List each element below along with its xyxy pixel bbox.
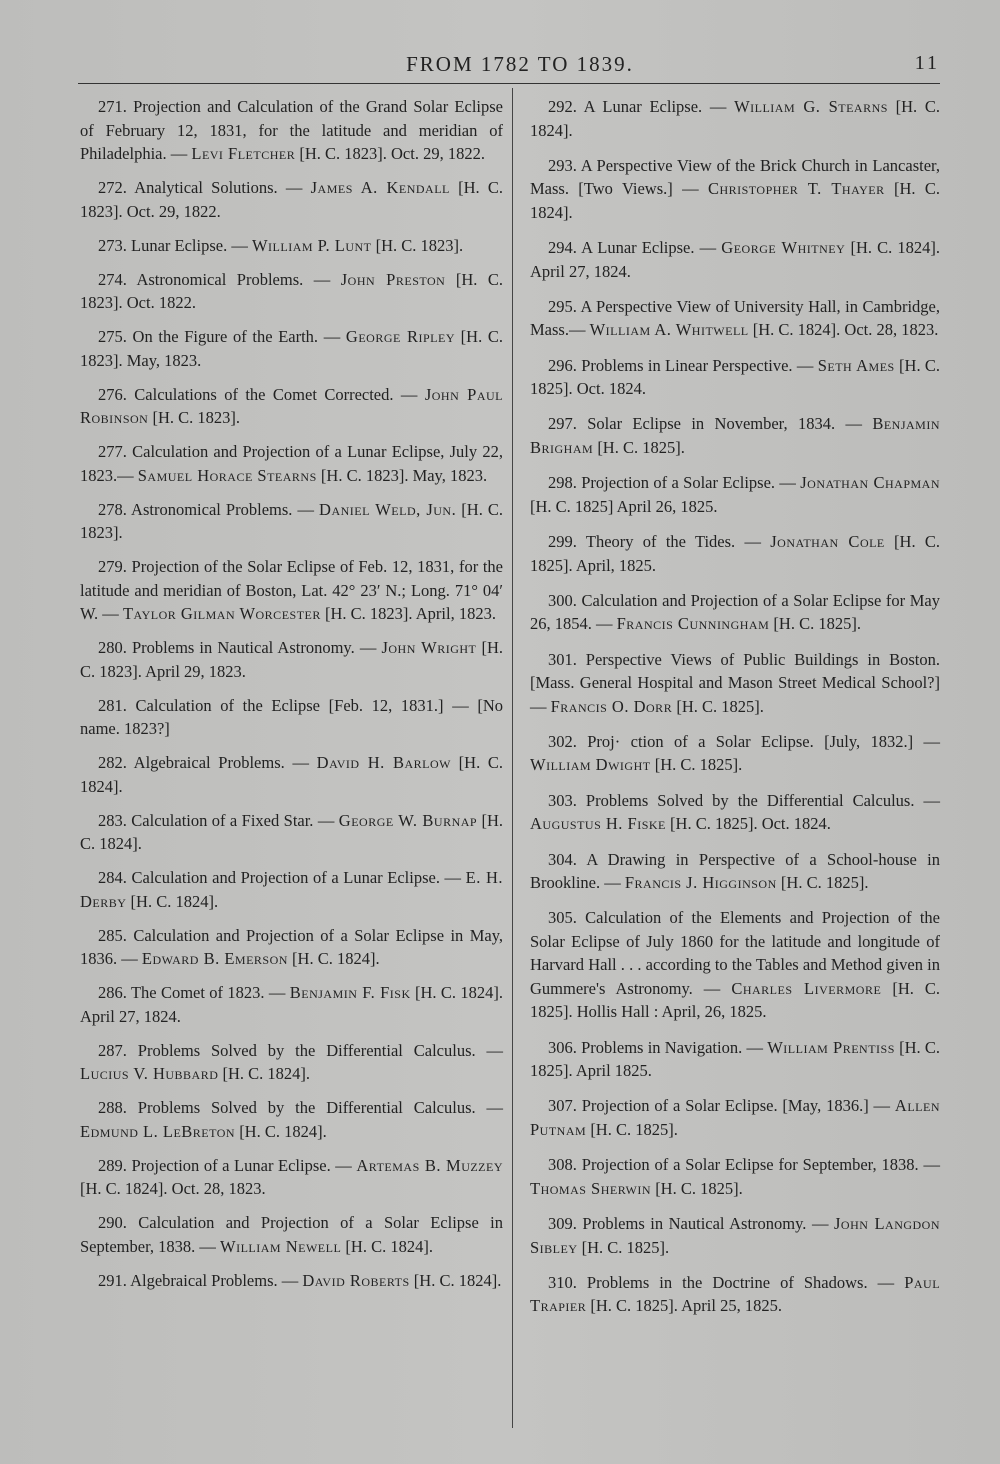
entry-number: 276. [98, 384, 127, 404]
entry-number: 310. [548, 1272, 577, 1292]
entry-author: George Whitney [721, 238, 846, 258]
catalog-entry [80, 95, 503, 166]
entry-note: [H. C. 1825]. [581, 1237, 670, 1257]
entry-author: George W. Burnap [338, 810, 478, 830]
catalog-entry [80, 325, 503, 372]
entry-author: Francis J. Higginson [624, 873, 777, 893]
entry-note: [H. C. 1824]. [222, 1064, 311, 1083]
entry-title: Calculation of the Eclipse [Feb. 12, 1831.] — [No name. 1823?] [80, 695, 504, 738]
entry-author: William A. Whitwell [589, 320, 749, 340]
catalog-entry [530, 530, 940, 577]
entry-title: Astronomical Problems. — [136, 269, 331, 289]
entry-title: Calculation and Projection of a Lunar Eclipse. — [131, 868, 462, 887]
entry-number: 302. [548, 731, 577, 751]
entry-title: Theory of the Tides. — [585, 532, 761, 552]
entry-number: 286. [98, 983, 127, 1002]
entry-note: [H. C. 1825]. [676, 696, 764, 716]
catalog-entry [80, 498, 503, 545]
catalog-entry [80, 1154, 503, 1201]
catalog-entry [530, 1153, 940, 1200]
entry-author: John Paul Robinson [80, 384, 504, 427]
entry-author: William Dwight [530, 755, 651, 775]
entry-title: Analytical Solutions. — [134, 178, 303, 197]
entry-note: [H. C. 1823]. [152, 408, 241, 427]
entry-note: [H. C. 1824]. Oct. 28, 1823. [752, 320, 939, 340]
entry-author: William Prentiss [767, 1037, 895, 1057]
entry-author: Taylor Gilman Worcester [122, 604, 321, 623]
entry-note: [H. C. 1824]. [530, 97, 941, 140]
running-header [0, 52, 1000, 82]
entry-number: 301. [548, 649, 577, 669]
entry-number: 279. [98, 557, 127, 576]
catalog-entry [530, 648, 940, 719]
entry-number: 304. [548, 849, 577, 869]
entry-title: Calculation and Projection of a Solar Eclipse in September, 1838. — [80, 1213, 503, 1256]
entry-title: Problems Solved by the Differential Calculus. — [137, 1098, 504, 1117]
entry-author: Levi Fletcher [191, 144, 296, 163]
entry-title: Perspective Views of Public Buildings in Boston. [Mass. General Hospital and Mason Street Medical School?] — [530, 649, 940, 716]
entry-title: Projection and Calculation of the Grand Solar Eclipse of February 12, 1831, for the latitude and meridian of Philadelphia. — [80, 97, 503, 163]
entry-note: [H. C. 1825]. April, 1825. [530, 532, 940, 575]
entry-note: [H. C. 1825]. [597, 437, 685, 457]
entry-number: 306. [548, 1037, 577, 1057]
catalog-entry [530, 730, 940, 777]
entry-author: Artemas B. Muzzey [356, 1155, 504, 1175]
entry-title: Algebraical Problems. — [133, 753, 309, 772]
entry-author: Francis O. Dorr [550, 696, 673, 716]
entry-author: Jonathan Cole [770, 532, 885, 552]
entry-author: Edmund L. LeBreton [80, 1121, 236, 1141]
catalog-entry [80, 555, 503, 626]
entry-author: John Preston [340, 269, 446, 289]
catalog-entry [80, 981, 503, 1028]
entry-note: [H. C. 1823]. Oct. 1822. [80, 269, 504, 312]
entry-note: [H. C. 1825] April 26, 1825. [530, 496, 718, 516]
entry-title: Projection of a Lunar Eclipse. — [131, 1155, 352, 1175]
entry-number: 303. [548, 790, 577, 810]
entry-number: 290. [98, 1213, 127, 1232]
entry-title: Calculation and Projection of a Solar Eclipse for May 26, 1854. — [530, 590, 940, 634]
entry-note: [H. C. 1825]. [773, 614, 861, 634]
entry-number: 283. [98, 810, 127, 830]
catalog-entry [80, 1269, 503, 1293]
entry-note: [H. C. 1824]. [345, 1236, 433, 1256]
catalog-entry [80, 694, 503, 741]
entry-number: 272. [98, 178, 127, 197]
catalog-entry [530, 848, 940, 895]
entry-note: [H. C. 1824]. April 27, 1824. [80, 983, 503, 1026]
entry-number: 277. [98, 442, 127, 461]
catalog-entry [530, 236, 940, 283]
entry-author: David Roberts [302, 1270, 410, 1290]
catalog-entry [530, 471, 940, 518]
entry-number: 299. [548, 532, 577, 552]
entry-number: 296. [548, 355, 577, 375]
entry-number: 280. [98, 638, 127, 657]
entry-number: 288. [98, 1098, 127, 1117]
entry-number: 282. [98, 753, 127, 772]
catalog-entry [80, 440, 503, 487]
entry-title: Solar Eclipse in November, 1834. — [587, 414, 862, 434]
catalog-entry [530, 154, 940, 225]
entry-author: Thomas Sherwin [530, 1178, 652, 1198]
entry-note: [H. C. 1823]. April 29, 1823. [80, 638, 504, 681]
entry-title: Proj· ction of a Solar Eclipse. [July, 1832.] — [587, 731, 940, 751]
entry-number: 292. [548, 97, 577, 116]
entry-note: [H. C. 1824]. [530, 179, 941, 222]
entry-note: [H. C. 1823]. Oct. 29, 1822. [299, 144, 485, 163]
catalog-entry [80, 268, 503, 315]
right-column [530, 95, 940, 1330]
entry-note: [H. C. 1824]. [413, 1270, 502, 1290]
entry-author: George Ripley [345, 327, 455, 346]
entry-number: 309. [548, 1214, 577, 1234]
entry-title: Projection of the Solar Eclipse of Feb. 12, 1831, for the latitude and meridian of Boston, Lat. 42° 23′ N.; Long. 71° 04′ W. — [80, 557, 504, 623]
entry-number: 295. [548, 296, 577, 316]
entry-note: [H. C. 1824]. [292, 949, 380, 968]
catalog-entry [80, 1211, 503, 1258]
catalog-entry [530, 1271, 940, 1318]
catalog-entry [80, 809, 503, 856]
entry-title: Problems Solved by the Differential Calculus. — [585, 790, 941, 810]
entry-author: Daniel Weld, Jun. [319, 499, 457, 519]
entry-note: [H. C. 1824]. Oct. 28, 1823. [80, 1179, 266, 1198]
catalog-entry [80, 1096, 503, 1143]
entry-title: Projection of a Solar Eclipse. [May, 1836.] — [581, 1096, 891, 1116]
entry-number: 285. [98, 925, 127, 945]
entry-author: Charles Livermore [731, 978, 882, 998]
entry-note: [H. C. 1824]. [239, 1121, 327, 1141]
entry-author: Augustus H. Fiske [530, 814, 666, 834]
catalog-entry [530, 1212, 940, 1259]
entry-note: [H. C. 1825]. [590, 1119, 678, 1139]
entry-number: 307. [548, 1096, 577, 1116]
entry-author: Lucius V. Hubbard [80, 1064, 219, 1083]
header-rule [78, 83, 940, 84]
entry-number: 297. [548, 414, 577, 434]
entry-title: A Perspective View of the Brick Church in Lancaster, Mass. [Two Views.] — [530, 155, 940, 199]
entry-number: 275. [98, 327, 127, 346]
entry-title: Problems in Navigation. — [581, 1037, 763, 1057]
entry-author: E. H. Derby [80, 868, 504, 911]
entry-title: Problems in the Doctrine of Shadows. — [586, 1272, 895, 1292]
entry-number: 273. [98, 235, 127, 255]
catalog-entry [80, 924, 503, 971]
entry-author: Samuel Horace Stearns [137, 465, 317, 485]
entry-note: [H. C. 1825]. Hollis Hall : April, 26, 1825. [530, 978, 941, 1022]
entry-title: Astronomical Problems. — [131, 499, 314, 519]
entry-author: Edward B. Emerson [141, 949, 288, 968]
catalog-entry [530, 589, 940, 636]
catalog-entry [80, 636, 503, 683]
entry-author: Benjamin F. Fisk [289, 983, 411, 1002]
entry-note: [H. C. 1823]. Oct. 29, 1822. [80, 178, 504, 221]
entry-author: Benjamin Brigham [530, 414, 940, 457]
entry-note: [H. C. 1823]. [375, 235, 464, 255]
catalog-entry [530, 789, 940, 836]
entry-note: [H. C. 1823]. [80, 499, 504, 542]
entry-title: Calculations of the Comet Corrected. — [134, 384, 418, 404]
entry-number: 271. [98, 97, 127, 116]
page-number: 11 [914, 52, 940, 74]
entry-title: Problems Solved by the Differential Calculus. — [137, 1040, 504, 1060]
entry-title: Projection of a Solar Eclipse for September, 1838. — [581, 1155, 941, 1175]
entry-title: Calculation and Projection of a Lunar Eclipse, July 22, 1823.— [80, 442, 504, 485]
entry-note: [H. C. 1824]. [80, 753, 504, 796]
catalog-entry [80, 1039, 503, 1086]
entry-title: A Perspective View of University Hall, in Cambridge, Mass.— [530, 296, 940, 340]
entry-note: [H. C. 1825]. Oct. 1824. [670, 814, 831, 834]
entry-author: David H. Barlow [316, 753, 451, 772]
entry-author: Jonathan Chapman [800, 473, 941, 493]
entry-note: [H. C. 1825]. [654, 755, 743, 775]
left-column [80, 95, 503, 1303]
entry-number: 298. [548, 473, 577, 493]
entry-note: [H. C. 1824]. [80, 810, 504, 853]
catalog-entry [80, 234, 503, 258]
entry-number: 278. [98, 499, 127, 519]
entry-title: Calculation of the Elements and Projection of the Solar Eclipse of July 1860 for the latitude and longitude of Harvard Hall . . . according to the Tables and Method given in Gummere's Astronomy. — [530, 908, 940, 998]
entry-author: Allen Putnam [530, 1096, 940, 1139]
catalog-entry [80, 176, 503, 223]
entry-title: A Lunar Eclipse. — [583, 97, 727, 116]
entry-note: [H. C. 1825]. [780, 873, 869, 893]
entry-author: Christopher T. Thayer [707, 179, 885, 199]
entry-title: Lunar Eclipse. — [131, 235, 248, 255]
entry-number: 291. [98, 1270, 127, 1290]
entry-title: Problems in Linear Perspective. — [581, 355, 814, 375]
catalog-entry [80, 866, 503, 913]
catalog-entry [530, 1094, 940, 1141]
entry-number: 274. [98, 269, 127, 289]
catalog-entry [530, 354, 940, 401]
catalog-entry [80, 751, 503, 798]
catalog-entry [530, 95, 940, 142]
entry-title: A Drawing in Perspective of a School-house in Brookline. — [530, 849, 941, 893]
entry-number: 308. [548, 1155, 577, 1175]
entry-number: 305. [548, 908, 577, 928]
entry-title: Projection of a Solar Eclipse. — [581, 473, 796, 493]
entry-note: [H. C. 1825]. April 25, 1825. [590, 1296, 782, 1316]
entry-title: Calculation of a Fixed Star. — [131, 810, 335, 830]
header-title: FROM 1782 TO 1839. [406, 52, 634, 76]
entry-number: 287. [98, 1040, 127, 1060]
entry-title: Algebraical Problems. — [130, 1270, 299, 1290]
entry-number: 294. [548, 238, 577, 258]
entry-number: 281. [98, 695, 127, 715]
entry-title: Calculation and Projection of a Solar Eclipse in May, 1836. — [80, 925, 504, 968]
column-divider [512, 88, 513, 1428]
entry-number: 284. [98, 868, 127, 887]
entry-note: [H. C. 1824]. [130, 891, 219, 911]
catalog-entry [530, 1036, 940, 1083]
entry-author: James A. Kendall [310, 178, 450, 197]
entry-author: Paul Trapier [530, 1272, 941, 1316]
entry-note: [H. C. 1824]. April 27, 1824. [530, 238, 941, 281]
entry-title: A Lunar Eclipse. — [581, 238, 717, 258]
entry-author: John Wright [381, 638, 477, 657]
entry-number: 289. [98, 1155, 127, 1175]
entry-note: [H. C. 1823]. May, 1823. [320, 465, 488, 485]
catalog-entry [530, 412, 940, 459]
entry-title: The Comet of 1823. — [130, 983, 286, 1002]
entry-author: John Langdon Sibley [530, 1214, 941, 1257]
entry-author: William P. Lunt [251, 235, 372, 255]
entry-note: [H. C. 1825]. Oct. 1824. [530, 355, 941, 399]
catalog-entry [80, 383, 503, 430]
entry-author: Seth Ames [817, 355, 895, 375]
catalog-entry [530, 295, 940, 342]
entry-note: [H. C. 1825]. [655, 1178, 743, 1198]
entry-author: Francis Cunningham [616, 614, 770, 634]
entry-title: Problems in Nautical Astronomy. — [131, 638, 377, 657]
entry-title: Problems in Nautical Astronomy. — [582, 1214, 829, 1234]
entry-number: 300. [548, 590, 577, 610]
entry-author: William G. Stearns [734, 97, 888, 116]
entry-note: [H. C. 1823]. May, 1823. [80, 327, 504, 370]
entry-title: On the Figure of the Earth. — [132, 327, 341, 346]
entry-note: [H. C. 1825]. April 1825. [530, 1037, 941, 1081]
entry-number: 293. [548, 155, 577, 175]
catalog-entry [530, 906, 940, 1024]
entry-note: [H. C. 1823]. April, 1823. [324, 604, 496, 623]
entry-author: William Newell [220, 1236, 342, 1256]
